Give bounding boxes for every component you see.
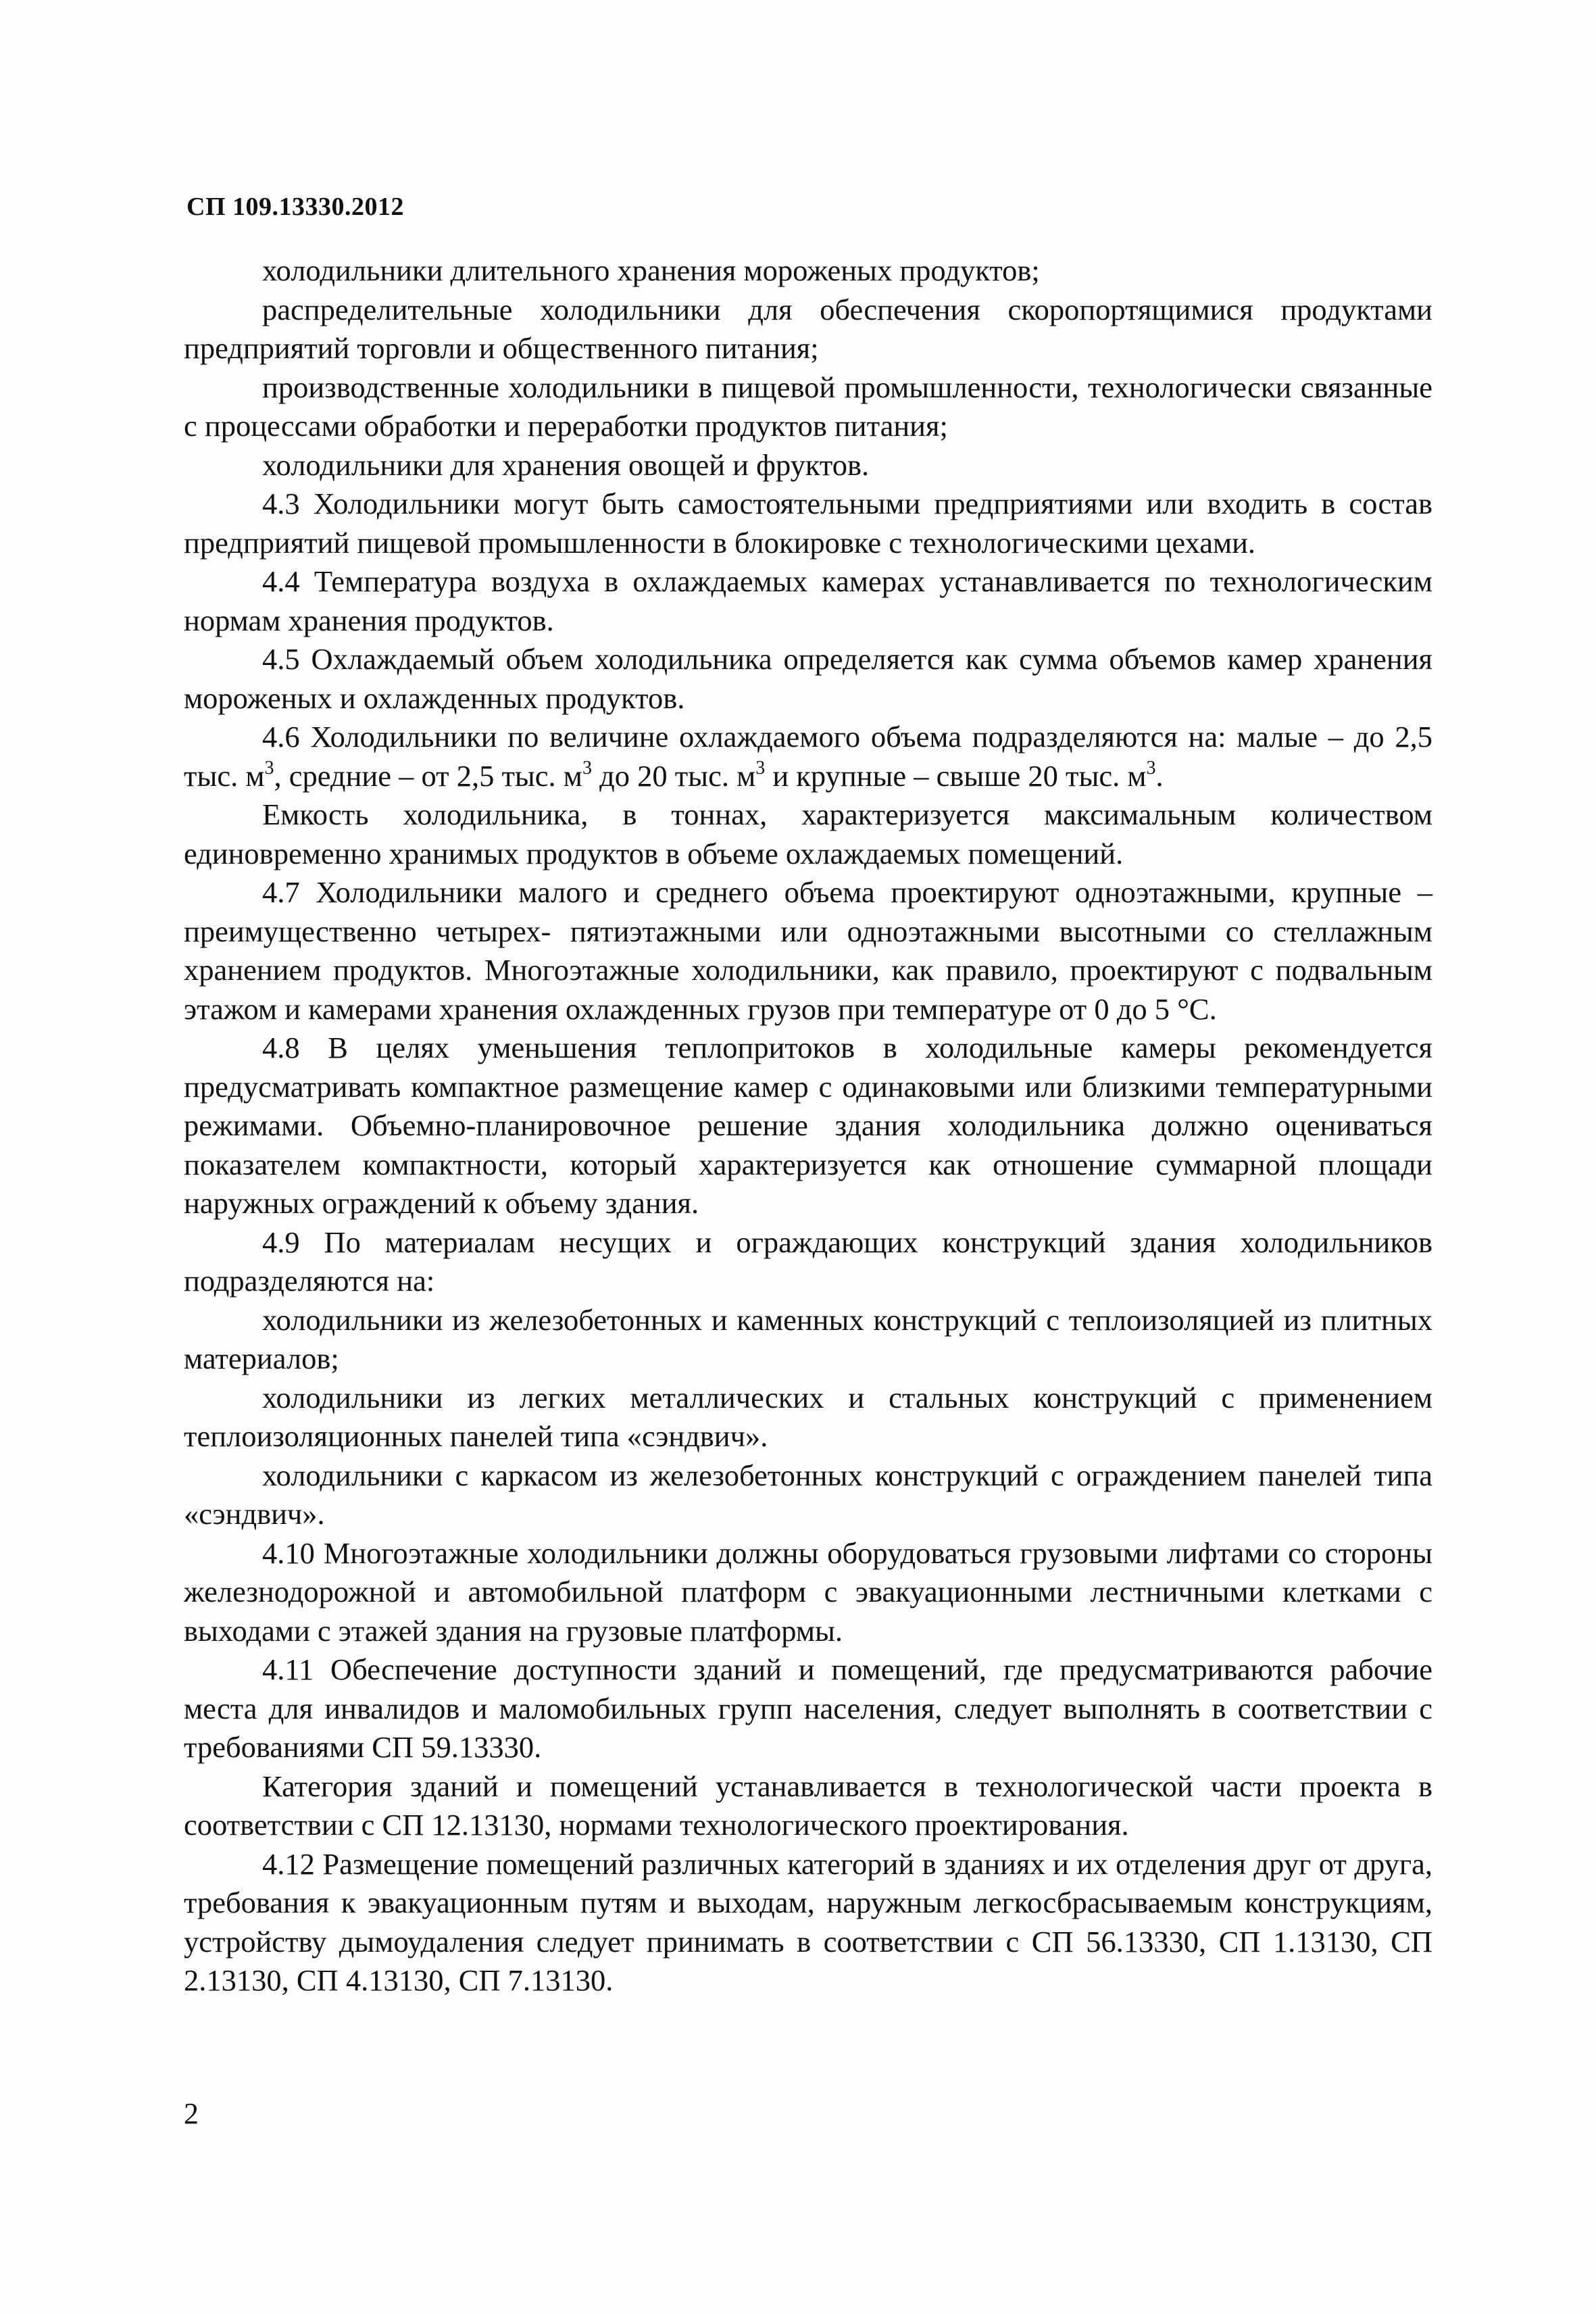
- clause-4-11-category: Категория зданий и помещений устанавливается в технологической части проекта в соответствии с СП 12.13130, нормами технологического проектирования.: [184, 1769, 1432, 1842]
- cubic-superscript: 3: [582, 757, 592, 779]
- list-item-distribution: распределительные холодильники для обеспечения скоропортящимися продуктами предприятий торговли и общественного питания;: [184, 292, 1432, 365]
- cubic-superscript: 3: [264, 757, 274, 779]
- clause-4-3: 4.3 Холодильники могут быть самостоятельными предприятиями или входить в состав предприятий пищевой промышленности в блокировке с технологическими цехами.: [184, 487, 1432, 560]
- page-number: 2: [184, 2097, 199, 2130]
- clause-4-6-text-1: 4.6 Холодильники по величине охлаждаемого объема подразделяются на: малые – до 2,5 тыс. м: [184, 720, 1432, 793]
- clause-4-10: 4.10 Многоэтажные холодильники должны оборудоваться грузовыми лифтами со стороны железнодорожной и автомобильной платформ с эвакуационными лестничными клетками с выходами с этажей здания на грузовые платформы.: [184, 1535, 1432, 1648]
- clause-4-7: 4.7 Холодильники малого и среднего объема проектируют одноэтажными, крупные – преимущественно четырех- пятиэтажными или одноэтажными высотными со стеллажным хранением продуктов. Многоэтажные холодильники, как правило, проектируют с подвальным этажом и камерами хранения охлажденных грузов при температуре от 0 до 5 °С.: [184, 875, 1432, 1026]
- clause-4-11: 4.11 Обеспечение доступности зданий и помещений, где предусматриваются рабочие места для инвалидов и маломобильных групп населения, следует выполнять в соответствии с требованиями СП 59.13330.: [184, 1652, 1432, 1764]
- clause-4-6-text-5: .: [1155, 758, 1164, 793]
- clause-4-6-capacity: Емкость холодильника, в тоннах, характеризуется максимальным количеством единовременно хранимых продуктов в объеме охлаждаемых помещений.: [184, 797, 1432, 870]
- list-item-production: производственные холодильники в пищевой промышленности, технологически связанные с процессами обработки и переработки продуктов питания;: [184, 370, 1432, 443]
- clause-4-5: 4.5 Охлаждаемый объем холодильника определяется как сумма объемов камер хранения мороженых и охлажденных продуктов.: [184, 642, 1432, 715]
- list-item-frame-sandwich: холодильники с каркасом из железобетонных конструкций с ограждением панелей типа «сэндвич».: [184, 1458, 1432, 1531]
- clause-4-12: 4.12 Размещение помещений различных категорий в зданиях и их отделения друг от друга, требования к эвакуационным путям и выходам, наружным легкосбрасываемым конструкциям, устройству дымоудаления следует принимать в соответствии с СП 56.13330, СП 1.13130, СП 2.13130, СП 4.13130, СП 7.13130.: [184, 1846, 1432, 1997]
- cubic-superscript: 3: [755, 757, 766, 779]
- clause-4-4: 4.4 Температура воздуха в охлаждаемых камерах устанавливается по технологическим нормам хранения продуктов.: [184, 564, 1432, 637]
- document-code-header: СП 109.13330.2012: [186, 193, 404, 221]
- list-item-long-term-storage: холодильники длительного хранения мороженых продуктов;: [262, 253, 1040, 287]
- clause-4-6-text-3: до 20 тыс. м: [591, 758, 756, 793]
- list-item-light-metal: холодильники из легких металлических и стальных конструкций с применением теплоизоляционных панелей типа «сэндвич».: [184, 1380, 1432, 1453]
- list-item-reinforced-concrete: холодильники из железобетонных и каменных конструкций с теплоизоляцией из плитных материалов;: [184, 1302, 1432, 1375]
- cubic-superscript: 3: [1146, 757, 1156, 779]
- clause-4-9: 4.9 По материалам несущих и ограждающих конструкций здания холодильников подразделяются на:: [184, 1225, 1432, 1298]
- clause-4-6: [184, 718, 1432, 795]
- clause-4-6-text-4: и крупные – свыше 20 тыс. м: [765, 758, 1147, 793]
- document-body: [184, 251, 1432, 2000]
- clause-4-6-text-2: , средние – от 2,5 тыс. м: [274, 758, 582, 793]
- list-item-vegetables: холодильники для хранения овощей и фруктов.: [262, 447, 870, 482]
- clause-4-8: 4.8 В целях уменьшения теплопритоков в холодильные камеры рекомендуется предусматривать компактное размещение камер с одинаковыми или близкими температурными режимами. Объемно-планировочное решение здания холодильника должно оцениваться показателем компактности, который характеризуется как отношение суммарной площади наружных ограждений к объему здания.: [184, 1031, 1432, 1220]
